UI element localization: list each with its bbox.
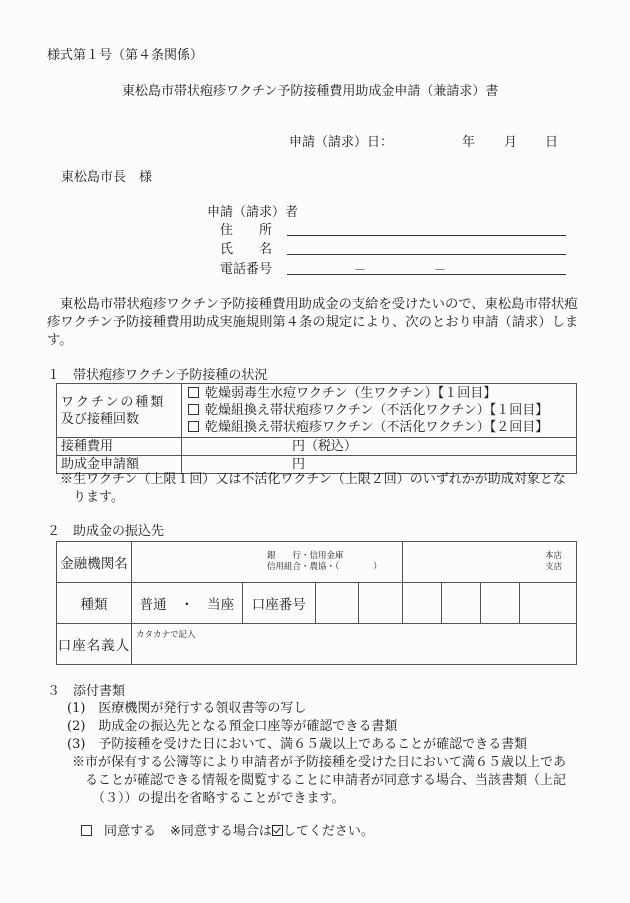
- date-day-field[interactable]: 日: [545, 135, 559, 150]
- account-holder-hint: カタカナで記入: [136, 630, 196, 640]
- note-line: ※生ワクチン（上限１回）又は不活化ワクチン（上限２回）のいずれかが助成対象とな: [60, 472, 566, 487]
- account-holder-field[interactable]: [132, 624, 577, 665]
- dose-count-label: 及び接種回数: [61, 411, 140, 427]
- branch-sub-option: 支店: [544, 562, 562, 572]
- vaccination-status-table: [56, 383, 577, 474]
- account-digit-cell[interactable]: [403, 583, 442, 624]
- vaccine-type-label-cell: [57, 384, 182, 438]
- vaccine-option-live-1[interactable]: [188, 385, 570, 402]
- account-digit-cell[interactable]: [359, 583, 403, 624]
- vaccine-option-label: 乾燥組換え帯状疱疹ワクチン（不活化ワクチン）【１回目】: [205, 403, 549, 418]
- phone-separator: －: [354, 263, 367, 277]
- section1-heading: １ 帯状疱疹ワクチン予防接種の状況: [47, 368, 268, 383]
- addressee: 東松島市長 様: [61, 170, 153, 185]
- vaccine-option-label: 乾燥組換え帯状疱疹ワクチン（不活化ワクチン）【２回目】: [205, 420, 549, 435]
- phone-separator: －: [434, 263, 447, 277]
- vaccine-option-inactivated-1[interactable]: [188, 402, 570, 419]
- checkbox[interactable]: [188, 421, 199, 432]
- bank-account-table: [56, 541, 577, 665]
- date-month-field[interactable]: 月: [504, 135, 518, 150]
- date-year-field[interactable]: 年: [462, 135, 476, 150]
- vaccine-type-label: ワクチンの種類: [61, 394, 166, 410]
- section2-heading: ２ 助成金の振込先: [47, 524, 165, 539]
- account-number-label: 口座番号: [242, 583, 315, 624]
- cost-label: 接種費用: [57, 438, 182, 456]
- intro-line: 東松島市帯状疱疹ワクチン予防接種費用助成金の支給を受けたいので、東松島市帯状疱: [60, 297, 578, 312]
- note-line: ることが確認できる情報を閲覧することに申請者が同意する場合、当該書類（上記: [85, 773, 567, 788]
- vaccine-options-cell: [182, 384, 577, 438]
- checkmark-box-icon: [272, 825, 283, 836]
- address-field[interactable]: [287, 235, 566, 236]
- consent-instruction: ※同意する場合は: [170, 824, 272, 839]
- intro-paragraph: [47, 296, 578, 350]
- vaccine-option-label: 乾燥弱毒生水痘ワクチン（生ワクチン）【１回目】: [205, 386, 497, 401]
- intro-line: 疹ワクチン予防接種費用助成実施規則第４条の規定により、次のとおり申請（請求）しま: [47, 315, 579, 330]
- vaccine-option-inactivated-2[interactable]: [188, 419, 570, 436]
- intro-line: す。: [47, 333, 73, 348]
- application-date-label: 申請（請求）日：: [289, 135, 394, 150]
- section3-note: [72, 754, 566, 808]
- attachment-item: (2) 助成金の振込先となる預金口座等が確認できる書類: [67, 719, 398, 734]
- bank-type-options: 信用組合・農協・（ ）: [267, 562, 382, 572]
- bank-type-options: 銀 行・信用金庫: [267, 551, 344, 561]
- address-label: 住 所: [220, 223, 273, 238]
- name-label: 氏 名: [220, 242, 273, 257]
- page-title: 東松島市帯状疱疹ワクチン予防接種費用助成金申請（兼請求）書: [122, 84, 499, 99]
- account-digit-cell[interactable]: [481, 583, 520, 624]
- grant-amount-label: 助成金申請額: [57, 456, 182, 474]
- form-number: 様式第１号（第４条関係）: [47, 48, 204, 63]
- account-digit-cell[interactable]: [442, 583, 481, 624]
- phone-field[interactable]: [287, 274, 566, 275]
- bank-name-field[interactable]: [132, 542, 403, 583]
- phone-label: 電話番号: [220, 262, 273, 277]
- account-holder-label: 口座名義人: [57, 624, 132, 665]
- bank-name-label: 金融機関名: [57, 542, 132, 583]
- account-type-label: 種類: [57, 583, 132, 624]
- account-type-options[interactable]: 普通 ・ 当座: [132, 583, 243, 624]
- account-digit-cell[interactable]: [315, 583, 359, 624]
- consent-label: 同意する: [104, 824, 157, 839]
- consent-row: [81, 824, 374, 840]
- checkbox[interactable]: [188, 387, 199, 398]
- attachment-item: (3) 予防接種を受けた日において、満６５歳以上であることが確認できる書類: [67, 737, 528, 752]
- consent-checkbox[interactable]: [81, 825, 92, 836]
- consent-instruction: してください。: [282, 824, 374, 839]
- attachment-item: (1) 医療機関が発行する領収書等の写し: [67, 701, 307, 716]
- branch-field[interactable]: [403, 542, 577, 583]
- section3-heading: ３ 添付書類: [47, 684, 126, 699]
- branch-main-option: 本店: [544, 551, 562, 561]
- name-field[interactable]: [287, 254, 566, 255]
- attachments-list: [67, 700, 527, 754]
- cost-field[interactable]: 円（税込）: [182, 438, 577, 456]
- section1-note: [60, 471, 566, 507]
- grant-amount-field[interactable]: 円: [182, 456, 577, 474]
- note-line: ※市が保有する公簿等により申請者が予防接種を受けた日において満６５歳以上であ: [72, 755, 567, 770]
- note-line: （３））の提出を省略することができます。: [92, 791, 345, 806]
- account-digit-cell[interactable]: [520, 583, 577, 624]
- applicant-heading: 申請（請求）者: [207, 205, 299, 220]
- checkbox[interactable]: [188, 404, 199, 415]
- note-line: ります。: [73, 490, 124, 505]
